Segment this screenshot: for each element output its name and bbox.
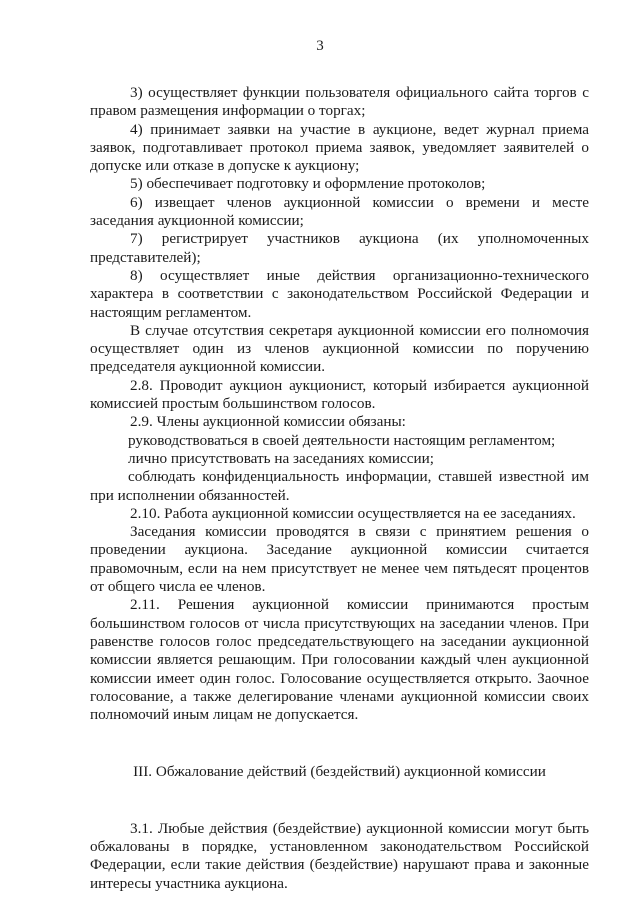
paragraph-item-6: 6) извещает членов аукционной комиссии о времени и месте заседания аукционной комиссии; xyxy=(90,193,589,230)
paragraph-2-10: 2.10. Работа аукционной комиссии осуществляется на ее заседаниях. xyxy=(130,504,576,522)
paragraph-2-8: 2.8. Проводит аукцион аукционист, который избирается аукционной комиссией простым большинством голосов. xyxy=(90,376,589,413)
paragraph-item-8: 8) осуществляет иные действия организационно-технического характера в соответствии с законодательством Российской Федерации и настоящим регламентом. xyxy=(90,266,589,321)
section-heading: III. Обжалование действий (бездействий) аукционной комиссии xyxy=(133,763,546,781)
paragraph-duty-3: соблюдать конфиденциальность информации, ставшей известной им при исполнении обязанностей. xyxy=(90,468,589,504)
paragraph-item-7: 7) регистрирует участников аукциона (их уполномоченных представителей); xyxy=(90,230,589,266)
paragraph-item-5: 5) обеспечивает подготовку и оформление протоколов; xyxy=(130,175,486,193)
paragraph-2-9: 2.9. Члены аукционной комиссии обязаны: xyxy=(130,413,406,431)
paragraph-item-4: 4) принимает заявки на участие в аукционе, ведет журнал приема заявок, подготавливает протокол приема заявок, уведомляет заявителей о допуске или отказе в допуске к аукциону; xyxy=(90,120,589,175)
page-number: 3 xyxy=(316,38,324,54)
document-body xyxy=(90,84,589,893)
paragraph-duty-1: руководствоваться в своей деятельности настоящим регламентом; xyxy=(128,431,556,449)
paragraph-duty-2: лично присутствовать на заседаниях комиссии; xyxy=(128,449,434,467)
paragraph-secretary-absence: В случае отсутствия секретаря аукционной комиссии его полномочия осуществляет один из членов аукционной комиссии по поручению председателя аукционной комиссии. xyxy=(90,321,589,376)
paragraph-2-11: 2.11. Решения аукционной комиссии принимаются простым большинством голосов от числа присутствующих на заседании членов. При равенстве голосов голос председательствующего на заседании аукционной комиссии является решающим. При голосовании каждый член аукционной комиссии имеет один голос. Голосование осуществляется открыто. Заочное голосование, а также делегирование членами аукционной комиссии своих полномочий иным лицам не допускается. xyxy=(90,596,589,724)
paragraph-item-3: 3) осуществляет функции пользователя официального сайта торгов с правом размещения информации о торгах; xyxy=(90,84,589,120)
paragraph-meetings: Заседания комиссии проводятся в связи с принятием решения о проведении аукциона. Заседание аукционной комиссии считается правомочным, если на нем присутствует не менее чем пятьдесят процентов от общего числа ее членов. xyxy=(90,523,589,596)
paragraph-3-1: 3.1. Любые действия (бездействие) аукционной комиссии могут быть обжалованы в порядке, установленном законодательством Российской Федерации, если такие действия (бездействие) нарушают права и законные интересы участника аукциона. xyxy=(90,819,589,892)
